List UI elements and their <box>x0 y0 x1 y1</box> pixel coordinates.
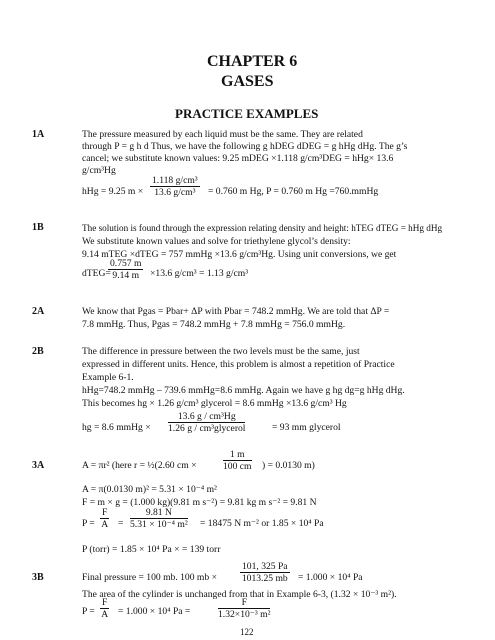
problem-label: 3A <box>32 460 45 471</box>
text-line: 7.8 mmHg. Thus, Pgas = 748.2 mmHg + 7.8 mmHg = 756.0 mmHg. <box>82 319 346 330</box>
numerator: F <box>218 597 270 609</box>
numerator: 101, 325 Pa <box>242 561 288 572</box>
numerator: 13.6 g / cm³Hg <box>168 411 245 423</box>
denominator: 1.32×10⁻³ m² <box>218 609 271 620</box>
text-line: 9.14 mTEG ×dTEG = 757 mmHg ×13.6 g/cm³Hg. Using unit conversions, we get <box>82 249 397 260</box>
text-line: g/cm³Hg <box>82 165 116 176</box>
denominator: A <box>101 519 109 530</box>
text-line: The area of the cylinder is unchanged from that in Example 6-3, (1.32 × 10⁻³ m²). <box>82 589 397 600</box>
numerator: 1 m <box>223 449 252 461</box>
text-line: cancel; we substitute known values: 9.25 mDEG ×1.118 g/cm³DEG = hHg× 13.6 <box>82 153 394 164</box>
problem-label: 2A <box>32 306 45 317</box>
denominator: 9.14 m <box>112 270 140 281</box>
denominator: A <box>101 609 109 620</box>
equation-left: hHg = 9.25 m × <box>82 186 144 197</box>
fraction <box>218 597 270 620</box>
fraction <box>168 411 245 434</box>
fraction <box>223 449 252 472</box>
equation-right: = 0.760 m Hg, P = 0.760 m Hg =760.mmHg <box>208 186 379 197</box>
equals-sign: = <box>118 518 124 529</box>
chapter-number: CHAPTER 6 <box>207 53 298 70</box>
text-line: F = m × g = (1.000 kg)(9.81 m s⁻²) = 9.81 kg m s⁻² = 9.81 N <box>82 497 317 508</box>
equation-right: ) = 0.0130 m) <box>262 460 315 471</box>
denominator: 1013.25 mb <box>241 573 288 584</box>
text-line: The solution is found through the expression relating density and height: hTEG dTEG = hHg dHg <box>82 223 443 233</box>
text-line: hHg=748.2 mmHg – 739.6 mmHg=8.6 mmHg. Again we have g hg dg=g hHg dHg. <box>82 385 405 396</box>
denominator: 100 cm <box>223 461 252 472</box>
problem-label: 1B <box>32 222 44 233</box>
problem-label: 3B <box>32 572 44 583</box>
fraction <box>100 597 109 620</box>
equation-left: hg = 8.6 mmHg × <box>82 422 151 433</box>
pressure-middle: = 1.000 × 10⁴ Pa = <box>118 606 191 617</box>
fraction <box>130 507 188 530</box>
text-line: We substitute known values and solve for triethylene glycol’s density: <box>82 236 351 247</box>
pressure-left: P = <box>82 518 95 529</box>
fraction <box>100 507 109 530</box>
numerator: 9.81 N <box>130 507 188 519</box>
chapter-title: GASES <box>221 73 274 90</box>
pressure-right: = 18475 N m⁻² or 1.85 × 10⁴ Pa <box>200 518 324 529</box>
numerator: F <box>102 507 108 518</box>
text-line: The pressure measured by each liquid must be the same. They are related <box>82 129 363 140</box>
text-line: We know that Pgas = Pbar+ ΔP with Pbar = 748.2 mmHg. We are told that ΔP = <box>82 306 390 317</box>
text-line: Example 6-1. <box>82 372 134 383</box>
equation-right: ×13.6 g/cm³ = 1.13 g/cm³ <box>150 268 249 279</box>
denominator: 13.6 g/cm³ <box>154 187 196 198</box>
pressure-left: P = <box>82 606 95 617</box>
problem-label: 2B <box>32 346 44 357</box>
text-line: P (torr) = 1.85 × 10⁴ Pa × = 139 torr <box>82 544 221 555</box>
page-number: 122 <box>240 627 254 637</box>
numerator: 1.118 g/cm³ <box>152 175 198 186</box>
numerator: 0.757 m <box>110 258 142 269</box>
text-line: A = πr² (here r = ½(2.60 cm × <box>82 460 197 471</box>
text-line: expressed in different units. Hence, this problem is almost a repetition of Practice <box>82 359 395 370</box>
equation-right: = 1.000 × 10⁴ Pa <box>298 572 363 583</box>
equation-left: dTEG= <box>82 268 111 279</box>
numerator: F <box>102 597 108 608</box>
problem-label: 1A <box>32 129 45 140</box>
fraction <box>240 561 290 584</box>
text-line: through P = g h d Thus, we have the following g hDEG dDEG = g hHg dHg. The g’s <box>82 141 408 152</box>
fraction <box>108 258 143 281</box>
text-line: The difference in pressure between the two levels must be the same, just <box>82 346 360 357</box>
text-line: This becomes hg × 1.26 g/cm³ glycerol = 8.6 mmHg ×13.6 g/cm³ Hg <box>82 398 347 409</box>
fraction <box>150 175 200 198</box>
denominator: 5.31 × 10⁻⁴ m² <box>130 519 188 530</box>
denominator: 1.26 g / cm³glycerol <box>168 423 246 434</box>
equation-right: = 93 mm glycerol <box>272 422 341 433</box>
text-line: A = π(0.0130 m)² = 5.31 × 10⁻⁴ m² <box>82 484 217 495</box>
text-line: Final pressure = 100 mb. 100 mb × <box>82 572 217 583</box>
section-heading: PRACTICE EXAMPLES <box>175 106 319 121</box>
